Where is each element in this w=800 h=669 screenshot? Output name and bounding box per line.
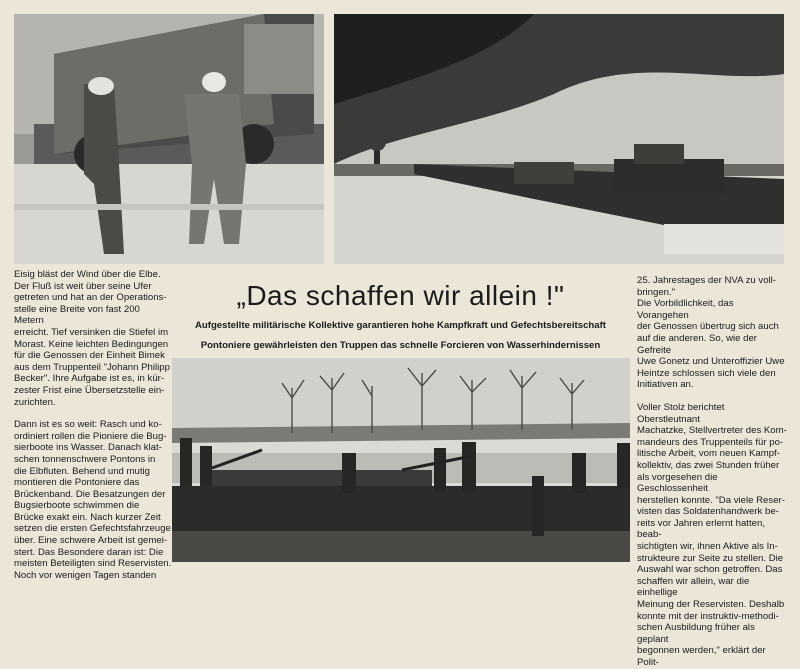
subheadline-2: Pontoniere gewährleisten den Truppen das schnelle Forcieren von Wasserhindernissen [200, 340, 601, 351]
right-paragraph-1: 25. Jahrestages der NVA zu voll- bringen." Die Vorbildlichkeit, das Vorangehen der Genossen übertrug sich auch auf die anderen. So, wie der Gefreite Uwe Gonetz und Unteroffizier Uwe Heintze schlossen sich viele den Initiativen an. [637, 275, 785, 391]
right-paragraph-2: Voller Stolz berichtet Oberstleutnant Machatzke, Stellvertreter des Kom- mandeurs des Truppenteils für po- litische Arbeit, vom neuen Kampf- kollektiv, das zwei Stunden früher als vorgesehen die Geschlossenheit herstellen konnte. "Da viele Reser- visten das Soldatenhandwerk be- reits vor Jahren erlernt hatten, beab- sichtigten wir, ihnen Aktive als In- strukteure zur Seite zu stellen. Die Auswahl war schon getroffen. Das schaffen wir allein, war die einhellige Meinung der Reservisten. Deshalb konnte mit der instruktiv-methodi- schen Ausbildung früher als geplant begonnen werden," erklärt der Polit- [637, 401, 787, 668]
right-text-column [637, 275, 787, 669]
subheadline-1: Aufgestellte militärische Kollektive garantieren hohe Kampfkraft und Gefechtsbereitschaft [194, 320, 607, 331]
left-paragraph-1: Eisig bläst der Wind über die Elbe. Der Fluß ist weit über seine Ufer getreten und hat an der Operations- stelle eine Breite von fast 200 Metern erreicht. Tief versinken die Stiefel im Morast. Keine leichten Bedingungen für die Genossen der Einheit Bimek aus dem Truppenteil "Johann Philipp Becker". Ihre Aufgabe ist es, in kür- zester Frist eine Übersetzstelle ein- zurichten. [14, 269, 170, 408]
headline: „Das schaffen wir allein !" [236, 280, 565, 311]
left-paragraph-2: Dann ist es so weit: Rasch und ko- ordiniert rollen die Pioniere die Bug- sierboote ins Wasser. Danach klat- schen tonnenschwere Pontons in die Elbfluten. Behend und mutig montieren die Pontoniere das Brückenband. Die Besatzungen der Bugsierboote schwimmen die Brücke exakt ein. Nach kurzer Zeit setzen die ersten Gefechtsfahrzeuge über. Eine schwere Arbeit ist gemei- stert. Das Besondere daran ist: Die meisten Beteiligten sind Reservisten. Noch vor wenigen Tagen standen [14, 419, 172, 581]
photo-pontoniers-assembling-bridge [172, 358, 630, 562]
photo-pontoon-bridge-vehicles [334, 14, 784, 264]
photo-soldiers-truck [14, 14, 324, 264]
left-text-column [14, 269, 172, 581]
